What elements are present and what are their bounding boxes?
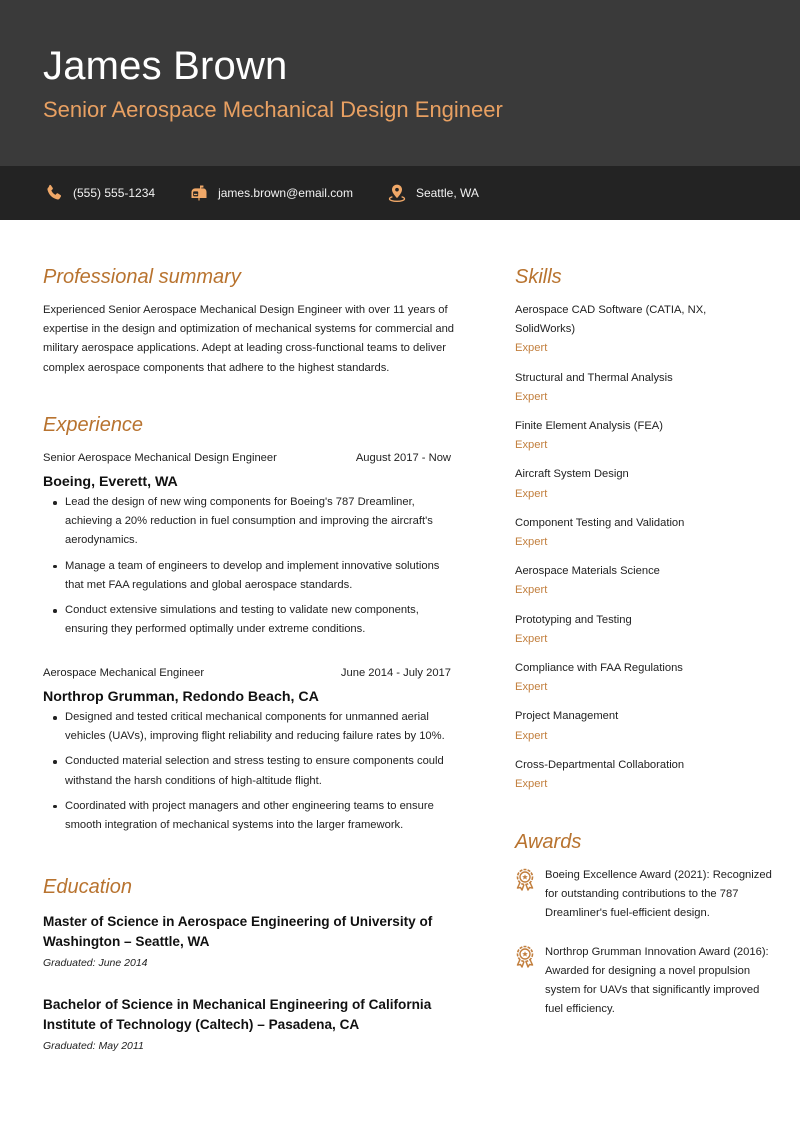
- skill-name: Compliance with FAA Regulations: [515, 662, 683, 675]
- skill-level: Expert: [515, 729, 548, 742]
- skill-name: Aerospace CAD Software (CATIA, NX, SolidWorks): [515, 304, 707, 336]
- skill-level: Expert: [515, 536, 548, 549]
- skill-item: [515, 756, 755, 794]
- skill-name: Cross-Departmental Collaboration: [515, 758, 685, 771]
- skill-name: Prototyping and Testing: [515, 613, 632, 626]
- skill-item: [515, 659, 755, 697]
- job-dates: June 2014 - July 2017: [340, 667, 451, 679]
- job-bullet: Coordinated with project managers and other engineering teams to ensure smooth integration of mechanical systems into the larger framework.: [43, 797, 451, 835]
- job-entry: [43, 452, 451, 645]
- award-medal-icon: [513, 944, 537, 970]
- phone-icon: [44, 183, 64, 203]
- job-dates: August 2017 - Now: [355, 452, 451, 464]
- job-company: Boeing, Everett, WA: [43, 474, 178, 490]
- skill-level: Expert: [515, 439, 548, 452]
- job-bullets: [43, 708, 451, 835]
- job-role: Senior Aerospace Mechanical Design Engineer: [43, 452, 277, 464]
- education-degree: Bachelor of Science in Mechanical Engineering of California Institute of Technology (Caltech) – Pasadena, CA: [43, 997, 432, 1032]
- email-text: james.brown@email.com: [218, 186, 353, 200]
- skill-item: [515, 611, 755, 649]
- job-company: Northrop Grumman, Redondo Beach, CA: [43, 689, 319, 705]
- skill-item: [515, 465, 755, 503]
- location-pin-icon: [387, 183, 407, 203]
- skill-item: [515, 562, 755, 600]
- skill-name: Structural and Thermal Analysis: [515, 371, 673, 384]
- award-item: [513, 943, 773, 1020]
- skill-level: Expert: [515, 681, 548, 694]
- contact-location: [387, 183, 479, 203]
- awards-list: [513, 866, 773, 1038]
- skill-name: Aerospace Materials Science: [515, 565, 660, 578]
- job-bullet: Lead the design of new wing components for Boeing's 787 Dreamliner, achieving a 20% reduction in fuel consumption and improving the aircraft's aerodynamics.: [43, 493, 451, 551]
- job-bullet: Manage a team of engineers to develop and implement innovative solutions that met FAA regulations and global aerospace standards.: [43, 557, 451, 595]
- education-date: Graduated: June 2014: [43, 957, 148, 969]
- job-entry: [43, 667, 451, 841]
- education-date: Graduated: May 2011: [43, 1040, 144, 1052]
- contact-bar: [0, 166, 800, 220]
- skill-level: Expert: [515, 390, 548, 403]
- skill-item: [515, 707, 755, 745]
- award-text: Northrop Grumman Innovation Award (2016): Awarded for designing a novel propulsion system for UAVs that significantly improved fuel efficiency.: [545, 945, 769, 1016]
- education-entry: [43, 995, 453, 1052]
- award-item: [513, 866, 773, 924]
- skill-level: Expert: [515, 584, 548, 597]
- job-bullets: [43, 493, 451, 639]
- award-medal-icon: [513, 867, 537, 893]
- education-entry: [43, 912, 453, 969]
- skill-level: Expert: [515, 342, 548, 355]
- award-text: Boeing Excellence Award (2021): Recognized for outstanding contributions to the 787 Dreamliner's fuel-efficient design.: [545, 869, 772, 920]
- education-heading: Education: [43, 876, 132, 898]
- skill-item: [515, 301, 755, 359]
- skill-item: [515, 514, 755, 552]
- candidate-name: James Brown: [43, 44, 288, 88]
- awards-heading: Awards: [515, 831, 582, 853]
- contact-email: [189, 183, 353, 203]
- skill-name: Component Testing and Validation: [515, 516, 685, 529]
- skill-item: [515, 369, 755, 407]
- summary-text: Experienced Senior Aerospace Mechanical Design Engineer with over 11 years of expertise in the design and optimization of mechanical systems for commercial and military aerospace applications. Adept at leading cross-functional teams to deliver complex aerospace components that adhere to the highest standards.: [43, 304, 455, 374]
- skill-level: Expert: [515, 632, 548, 645]
- location-text: Seattle, WA: [415, 186, 479, 200]
- job-bullet: Conducted material selection and stress testing to ensure components could withstand the harsh conditions of high-altitude flight.: [43, 752, 451, 790]
- candidate-title: Senior Aerospace Mechanical Design Engineer: [43, 97, 503, 122]
- phone-text: (555) 555-1234: [73, 186, 156, 200]
- job-role: Aerospace Mechanical Engineer: [43, 667, 205, 679]
- skills-heading: Skills: [515, 266, 562, 288]
- job-bullet: Conduct extensive simulations and testing to validate new components, ensuring they performed optimally under extreme conditions.: [43, 601, 451, 639]
- education-degree: Master of Science in Aerospace Engineering of University of Washington – Seattle, WA: [43, 914, 433, 949]
- skill-name: Aircraft System Design: [515, 468, 629, 481]
- skill-item: [515, 417, 755, 455]
- summary-heading: Professional summary: [43, 266, 241, 288]
- experience-heading: Experience: [43, 414, 144, 436]
- skills-list: [515, 301, 755, 804]
- skill-level: Expert: [515, 778, 548, 791]
- skill-level: Expert: [515, 487, 548, 500]
- job-bullet: Designed and tested critical mechanical components for unmanned aerial vehicles (UAVs), improving flight reliability and reducing failure rates by 10%.: [43, 708, 451, 746]
- contact-phone: [44, 183, 155, 203]
- mailbox-icon: [189, 183, 209, 203]
- skill-name: Project Management: [515, 710, 619, 723]
- skill-name: Finite Element Analysis (FEA): [515, 420, 663, 433]
- resume-header: [0, 0, 800, 166]
